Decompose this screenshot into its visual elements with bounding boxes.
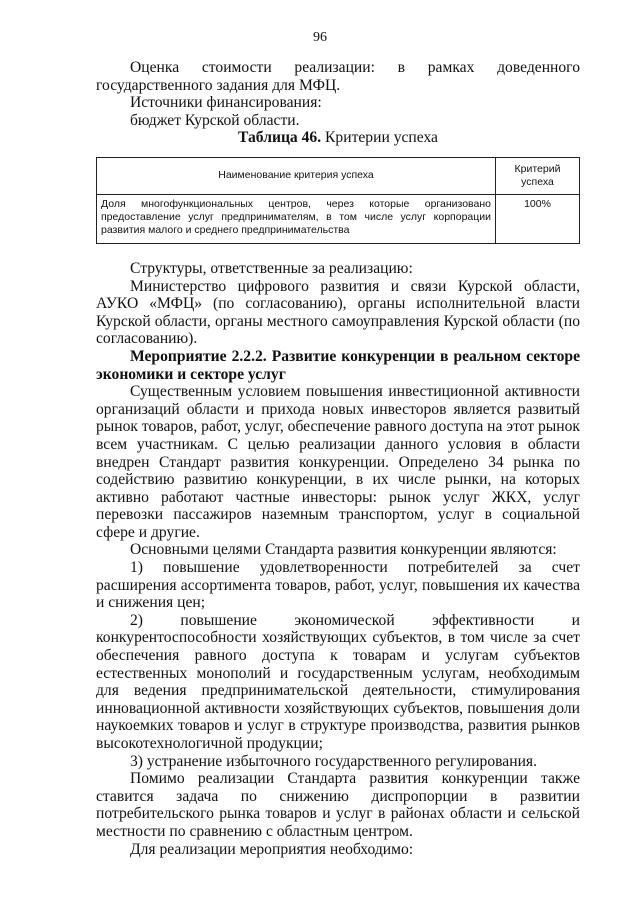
paragraph-investment: Существенным условием повышения инвестиционной активности организаций области и прихода новых инвесторов является развитый рынок товаров, работ, услуг, обеспечение равного доступа на этот рынок всем участникам. С целью реализации данного условия в области внедрен Стандарт развития конкуренции. Определено 34 рынка по содействию развитию конкуренции, в их числе рынки, на которых активно работают частные инвесторы: рынок услуг ЖКХ, услуг перевозки пассажиров наземным транспортом, услуг в социальной сфере и другие. xyxy=(96,383,580,541)
responsible-text: Министерство цифрового развития и связи Курской области, АУКО «МФЦ» (по согласованию), органы исполнительной власти Курской области, органы местного самоуправления Курской области (по согласованию). xyxy=(96,277,580,348)
table-caption xyxy=(96,129,580,147)
event-heading: Мероприятие 2.2.2. Развитие конкуренции в реальном секторе экономики и секторе услуг xyxy=(96,347,580,383)
paragraph-disproportion: Помимо реализации Стандарта развития конкуренции также ставится задача по снижению диспропорции в развитии потребительского рынка товаров и услуг в районах области и сельской местности по сравнению с областным центром. xyxy=(96,770,580,840)
goal-item-1: 1) повышение удовлетворенности потребителей за счет расширения ассортимента товаров, работ, услуг, повышения их качества и снижения цен; xyxy=(96,559,580,612)
table-row xyxy=(97,194,580,243)
header-criterion-value: Критерий успеха xyxy=(496,157,580,194)
funding-label: Источники финансирования: xyxy=(130,94,322,112)
criterion-value-cell: 100% xyxy=(496,194,580,243)
page-number: 96 xyxy=(313,30,327,45)
paragraph-required: Для реализации мероприятия необходимо: xyxy=(130,840,414,858)
criterion-name-cell: Доля многофункциональных центров, через которые организовано предоставление услуг предпринимателям, в том числе услуг корпорации развития малого и среднего предпринимательства xyxy=(97,194,496,243)
header-criterion-name: Наименование критерия успеха xyxy=(97,157,496,194)
goal-item-2: 2) повышение экономической эффективности и конкурентоспособности хозяйствующих субъектов, в том числе за счет обеспечения равного доступа к товарам и услугам субъектов естественных монополий и государственным услугам, необходимым для ведения предпринимательской деятельности, стимулирования инновационной активности хозяйствующих субъектов, повышения доли наукоемких товаров и услуг в структуре производства, развития рынков высокотехнологичной продукции; xyxy=(96,611,580,752)
cost-estimate: Оценка стоимости реализации: в рамках доведенного государственного задания для МФЦ. xyxy=(96,59,580,94)
responsible-label: Структуры, ответственные за реализацию: xyxy=(130,259,413,277)
goals-label: Основными целями Стандарта развития конкуренции являются: xyxy=(130,541,557,559)
funding-value: бюджет Курской области. xyxy=(130,111,300,129)
table-caption-number: Таблица 46. xyxy=(238,129,322,147)
page-content xyxy=(96,59,580,858)
table-header-row xyxy=(97,157,580,194)
table-caption-title: Критерии успеха xyxy=(321,129,438,147)
goal-item-3: 3) устранение избыточного государственного регулирования. xyxy=(130,752,537,770)
success-criteria-table xyxy=(96,157,580,244)
